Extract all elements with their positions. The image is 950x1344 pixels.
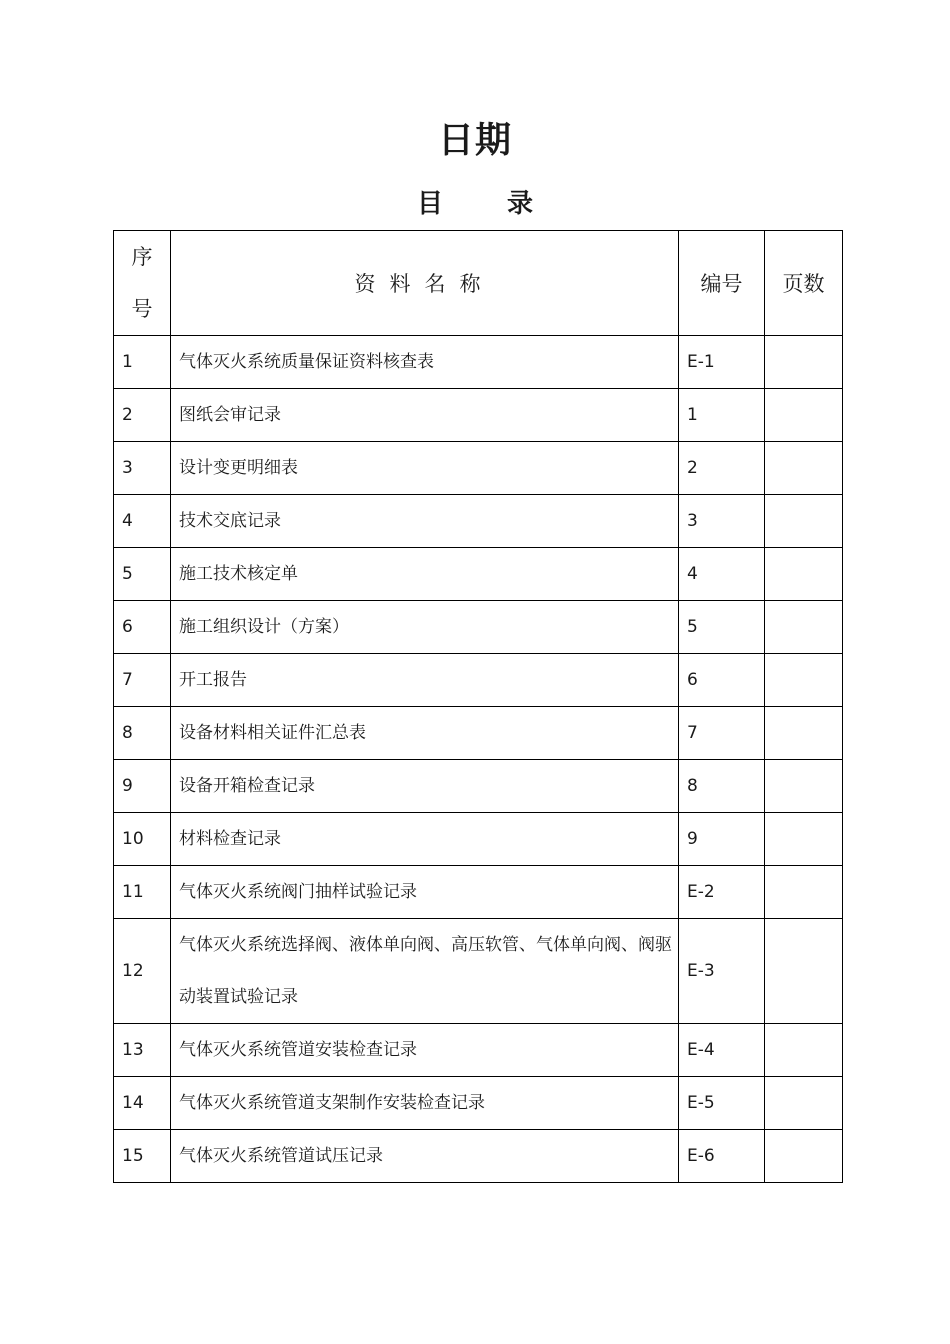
row-page [765,866,843,919]
row-code: 9 [679,813,765,866]
row-number: 1 [114,336,171,389]
toc-table [113,230,843,1183]
table-row [114,548,843,601]
row-number: 5 [114,548,171,601]
row-name: 设备材料相关证件汇总表 [171,707,679,760]
row-code: E-3 [679,919,765,1024]
row-page [765,654,843,707]
row-code: 7 [679,707,765,760]
row-number: 11 [114,866,171,919]
row-page [765,442,843,495]
table-row [114,442,843,495]
row-number: 6 [114,601,171,654]
table-row [114,654,843,707]
row-name: 施工组织设计（方案） [171,601,679,654]
row-name: 气体灭火系统管道安装检查记录 [171,1024,679,1077]
row-name: 技术交底记录 [171,495,679,548]
table-row [114,760,843,813]
row-code: 2 [679,442,765,495]
row-code: 4 [679,548,765,601]
row-code: 3 [679,495,765,548]
row-page [765,495,843,548]
row-number: 13 [114,1024,171,1077]
row-code: E-5 [679,1077,765,1130]
row-name: 气体灭火系统管道支架制作安装检查记录 [171,1077,679,1130]
table-row [114,813,843,866]
row-number: 9 [114,760,171,813]
table-row [114,866,843,919]
row-code: 8 [679,760,765,813]
row-number: 7 [114,654,171,707]
row-name: 设计变更明细表 [171,442,679,495]
row-page [765,813,843,866]
row-number: 4 [114,495,171,548]
table-row [114,389,843,442]
table-row [114,1130,843,1183]
header-serial-number [114,231,171,336]
table-row [114,495,843,548]
row-number: 8 [114,707,171,760]
row-page [765,919,843,1024]
row-code: 1 [679,389,765,442]
header-serial-top: 序 [131,245,153,269]
row-name: 开工报告 [171,654,679,707]
row-page [765,336,843,389]
row-code: 6 [679,654,765,707]
table-row [114,919,843,1024]
row-number: 3 [114,442,171,495]
row-name: 气体灭火系统选择阀、液体单向阀、高压软管、气体单向阀、阀驱动装置试验记录 [171,919,679,1024]
row-name: 气体灭火系统阀门抽样试验记录 [171,866,679,919]
row-name: 气体灭火系统管道试压记录 [171,1130,679,1183]
row-number: 10 [114,813,171,866]
table-row [114,601,843,654]
row-page [765,707,843,760]
row-page [765,1077,843,1130]
row-page [765,389,843,442]
row-name: 材料检查记录 [171,813,679,866]
table-row [114,1024,843,1077]
row-number: 12 [114,919,171,1024]
row-name: 图纸会审记录 [171,389,679,442]
row-page [765,601,843,654]
header-page-count: 页数 [765,231,843,336]
table-row [114,336,843,389]
row-code: E-1 [679,336,765,389]
table-row [114,707,843,760]
header-document-name: 资料名称 [171,231,679,336]
row-code: E-4 [679,1024,765,1077]
row-name: 施工技术核定单 [171,548,679,601]
table-header-row [114,231,843,336]
toc-title-right: 录 [507,189,534,219]
row-page [765,1130,843,1183]
toc-title-left: 目 [416,189,443,219]
row-code: 5 [679,601,765,654]
row-number: 15 [114,1130,171,1183]
row-name: 设备开箱检查记录 [171,760,679,813]
row-name: 气体灭火系统质量保证资料核查表 [171,336,679,389]
row-number: 14 [114,1077,171,1130]
row-number: 2 [114,389,171,442]
header-serial-bottom: 号 [131,297,153,321]
table-row [114,1077,843,1130]
header-code: 编号 [679,231,765,336]
row-page [765,760,843,813]
row-code: E-2 [679,866,765,919]
page-title: 日期 [437,120,512,161]
row-page [765,1024,843,1077]
row-code: E-6 [679,1130,765,1183]
row-page [765,548,843,601]
toc-title [0,186,950,222]
